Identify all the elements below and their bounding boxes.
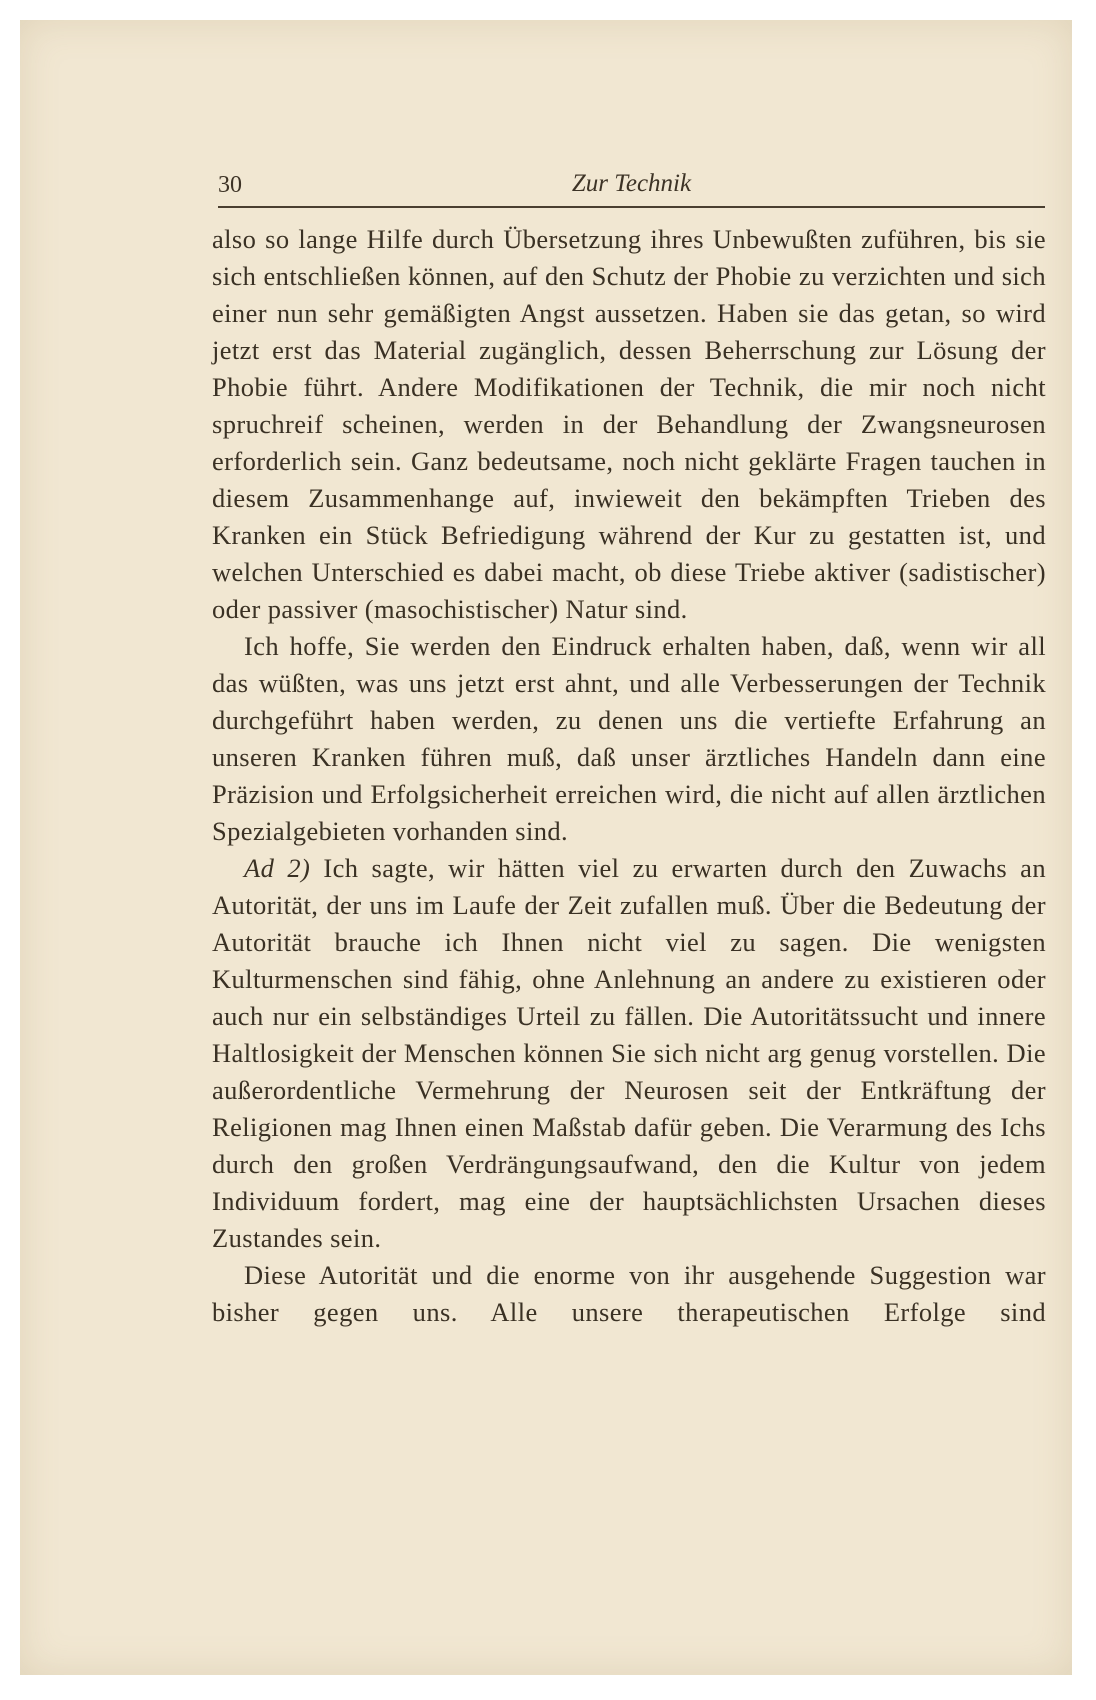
page-header xyxy=(218,168,1045,208)
body-text xyxy=(212,221,1046,1331)
header-rule xyxy=(218,206,1045,208)
section-marker: Ad 2) xyxy=(244,853,311,883)
paragraph-3-text: Ich sagte, wir hätten viel zu erwarten durch den Zuwachs an Autorität, der uns im Laufe der Zeit zufallen muß. Über die Bedeutung der Autorität brauche ich Ihnen nicht viel zu sagen. Die wenigsten Kulturmenschen sind fähig, ohne Anlehnung an andere zu existieren oder auch nur ein selbständiges Urteil zu fällen. Die Autoritätssucht und innere Haltlosigkeit der Menschen können Sie sich nicht arg genug vorstellen. Die außerordentliche Vermehrung der Neurosen seit der Entkräftung der Religionen mag Ihnen einen Maßstab dafür geben. Die Verarmung des Ichs durch den großen Verdrängungsaufwand, den die Kultur von jedem Individuum fordert, mag eine der hauptsächlichsten Ursachen dieses Zustandes sein. xyxy=(212,853,1046,1253)
paragraph-1: also so lange Hilfe durch Übersetzung ihres Unbewußten zuführen, bis sie sich entschließen können, auf den Schutz der Phobie zu verzichten und sich einer nun sehr gemäßigten Angst aussetzen. Haben sie das getan, so wird jetzt erst das Material zugänglich, dessen Beherrschung zur Lösung der Phobie führt. Andere Modifikationen der Technik, die mir noch nicht spruchreif scheinen, werden in der Behandlung der Zwangsneurosen erforderlich sein. Ganz bedeutsame, noch nicht geklärte Fragen tauchen in diesem Zusammenhange auf, inwieweit den bekämpften Trieben des Kranken ein Stück Befriedigung während der Kur zu gestatten ist, und welchen Unterschied es dabei macht, ob diese Triebe aktiver (sadistischer) oder passiver (masochistischer) Natur sind. xyxy=(212,224,1046,624)
page-number: 30 xyxy=(218,172,242,198)
paragraph-3 xyxy=(212,850,1046,1257)
running-title: Zur Technik xyxy=(571,170,692,197)
paragraph-2: Ich hoffe, Sie werden den Eindruck erhalten haben, daß, wenn wir all das wüßten, was uns jetzt erst ahnt, und alle Verbesserungen der Technik durchgeführt haben werden, zu denen uns die vertiefte Erfahrung an unseren Kranken führen muß, daß unser ärztliches Handeln dann eine Präzision und Erfolgsicherheit erreichen wird, die nicht auf allen ärztlichen Spezialgebieten vorhanden sind. xyxy=(212,631,1046,846)
paragraph-4: Diese Autorität und die enorme von ihr ausgehende Suggestion war bisher gegen uns. Alle unsere therapeutischen Erfolge sind xyxy=(212,1260,1046,1327)
book-page xyxy=(20,20,1072,1675)
